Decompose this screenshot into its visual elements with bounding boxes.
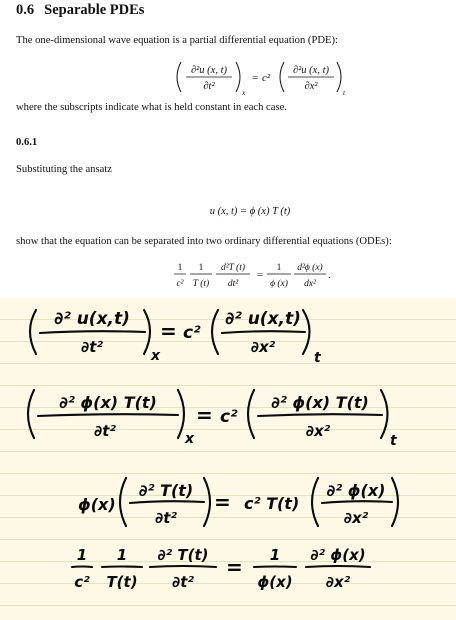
sep-equals: = <box>257 270 263 281</box>
h3-lhs-prefix: ϕ(x) <box>78 495 116 514</box>
subsection-number: 0.6.1 <box>16 137 38 148</box>
sep-frac1-num: 1 <box>177 263 183 273</box>
h2-coefficient: c² <box>220 407 238 427</box>
h4-frac2-num: 1 <box>116 546 128 564</box>
h4-frac1-num: 1 <box>76 546 88 564</box>
wave-lhs-subscript: x <box>242 88 246 97</box>
wave-rhs-denominator: ∂x² <box>304 81 318 92</box>
h4-frac3-bar <box>150 566 216 567</box>
intro-paragraph: The one-dimensional wave equation is a partial differential equation (PDE): <box>16 35 338 46</box>
paren-right <box>236 62 240 92</box>
hand-line-2 <box>28 390 398 449</box>
sep-frac2-num: 1 <box>198 263 204 273</box>
wave-rhs-subscript: t <box>343 88 346 97</box>
sep-period: . <box>328 270 331 281</box>
wave-rhs-numerator: ∂²u (x, t) <box>292 65 330 76</box>
h4-frac2-bar <box>102 567 142 568</box>
separated-equation <box>0 258 456 294</box>
paren-left <box>177 62 181 92</box>
h2-paren-left-2 <box>248 390 254 438</box>
ansatz-paragraph: Substituting the ansatz <box>16 164 112 175</box>
h4-frac4-bar <box>254 567 296 568</box>
h4-frac5-den: ∂x² <box>325 573 351 591</box>
sep-frac5-den: dx² <box>304 279 316 289</box>
h4-frac4-den: ϕ(x) <box>257 573 293 591</box>
handwritten-derivation <box>0 298 456 620</box>
h2-rhs-denominator: ∂x² <box>305 422 331 440</box>
wave-equals: = <box>252 72 259 84</box>
sep-frac4-den: ϕ (x) <box>270 279 288 289</box>
hand-line-3 <box>78 478 398 527</box>
paren-right-2 <box>337 62 341 92</box>
h1-equals: = <box>160 319 177 343</box>
h1-lhs-subscript: x <box>151 348 161 364</box>
h3-rhs-denominator: ∂x² <box>343 509 369 527</box>
handwritten-notes <box>0 298 456 620</box>
hand-line-1 <box>30 309 322 366</box>
h1-lhs-denominator: ∂t² <box>81 338 103 356</box>
h2-lhs-numerator: ∂² ϕ(x) T(t) <box>59 393 157 412</box>
h3-lhs-denominator: ∂t² <box>155 509 177 527</box>
wave-equation <box>0 58 456 98</box>
h4-frac5-num: ∂² ϕ(x) <box>310 546 366 564</box>
wave-lhs-denominator: ∂t² <box>203 81 215 92</box>
section-heading <box>16 2 144 19</box>
h4-frac1-bar <box>72 567 92 568</box>
h2-lhs-subscript: x <box>185 431 195 447</box>
h1-lhs-numerator: ∂² u(x,t) <box>54 309 130 329</box>
h4-frac2-den: T(t) <box>106 573 138 591</box>
h4-equals: = <box>226 555 243 579</box>
h4-frac5-bar <box>306 566 370 567</box>
h3-equals: = <box>214 490 231 514</box>
ansatz-equation <box>0 200 456 220</box>
sep-frac1-den: c² <box>176 279 184 289</box>
h1-rhs-subscript: t <box>314 350 321 366</box>
h1-rhs-numerator: ∂² u(x,t) <box>225 309 301 329</box>
hand-line-4 <box>72 546 370 591</box>
h3-lhs-numerator: ∂² T(t) <box>138 481 194 500</box>
h2-paren-left <box>28 390 34 438</box>
h1-rhs-bar <box>222 331 305 333</box>
h2-rhs-subscript: t <box>390 433 397 449</box>
h2-paren-right <box>178 390 184 438</box>
printed-document <box>0 0 456 298</box>
wave-coefficient: c² <box>262 72 271 84</box>
h2-rhs-numerator: ∂² ϕ(x) T(t) <box>271 393 369 412</box>
sep-frac3-num: d²T (t) <box>220 263 246 273</box>
h4-frac3-num: ∂² T(t) <box>157 546 209 564</box>
subscript-paragraph: where the subscripts indicate what is held constant in each case. <box>16 102 287 113</box>
paren-left-2 <box>280 62 284 92</box>
show-paragraph: show that the equation can be separated into two ordinary differential equations (ODEs): <box>16 236 392 247</box>
h2-equals: = <box>196 403 213 427</box>
h1-paren-left-2 <box>212 310 218 354</box>
sep-frac5-num: d²ϕ (x) <box>297 263 323 273</box>
h3-rhs-bar <box>322 501 392 503</box>
h3-rhs-numerator: ∂² ϕ(x) <box>326 481 386 500</box>
h2-lhs-bar <box>38 414 178 416</box>
h3-lhs-bar <box>130 501 204 503</box>
h3-paren-left-2 <box>312 478 318 526</box>
h4-frac4-num: 1 <box>269 546 281 564</box>
h1-paren-left <box>30 310 36 354</box>
sep-frac2-den: T (t) <box>192 279 210 289</box>
ansatz-formula: u (x, t) = ϕ (x) T (t) <box>209 206 291 217</box>
h2-lhs-denominator: ∂t² <box>94 422 116 440</box>
h1-lhs-bar <box>40 331 145 333</box>
h3-coefficient: c² T(t) <box>244 494 300 513</box>
section-number: 0.6 <box>16 2 35 18</box>
sep-frac4-num: 1 <box>276 263 282 273</box>
h4-frac1-den: c² <box>74 573 90 591</box>
h2-rhs-bar <box>258 414 382 416</box>
h3-paren-left <box>120 478 126 526</box>
h1-rhs-denominator: ∂x² <box>250 338 276 356</box>
section-title: Separable PDEs <box>44 2 145 18</box>
h1-coefficient: c² <box>183 323 201 343</box>
h4-frac3-den: ∂t² <box>172 573 194 591</box>
sep-frac3-den: dt² <box>227 279 239 289</box>
wave-lhs-numerator: ∂²u (x, t) <box>190 65 228 76</box>
